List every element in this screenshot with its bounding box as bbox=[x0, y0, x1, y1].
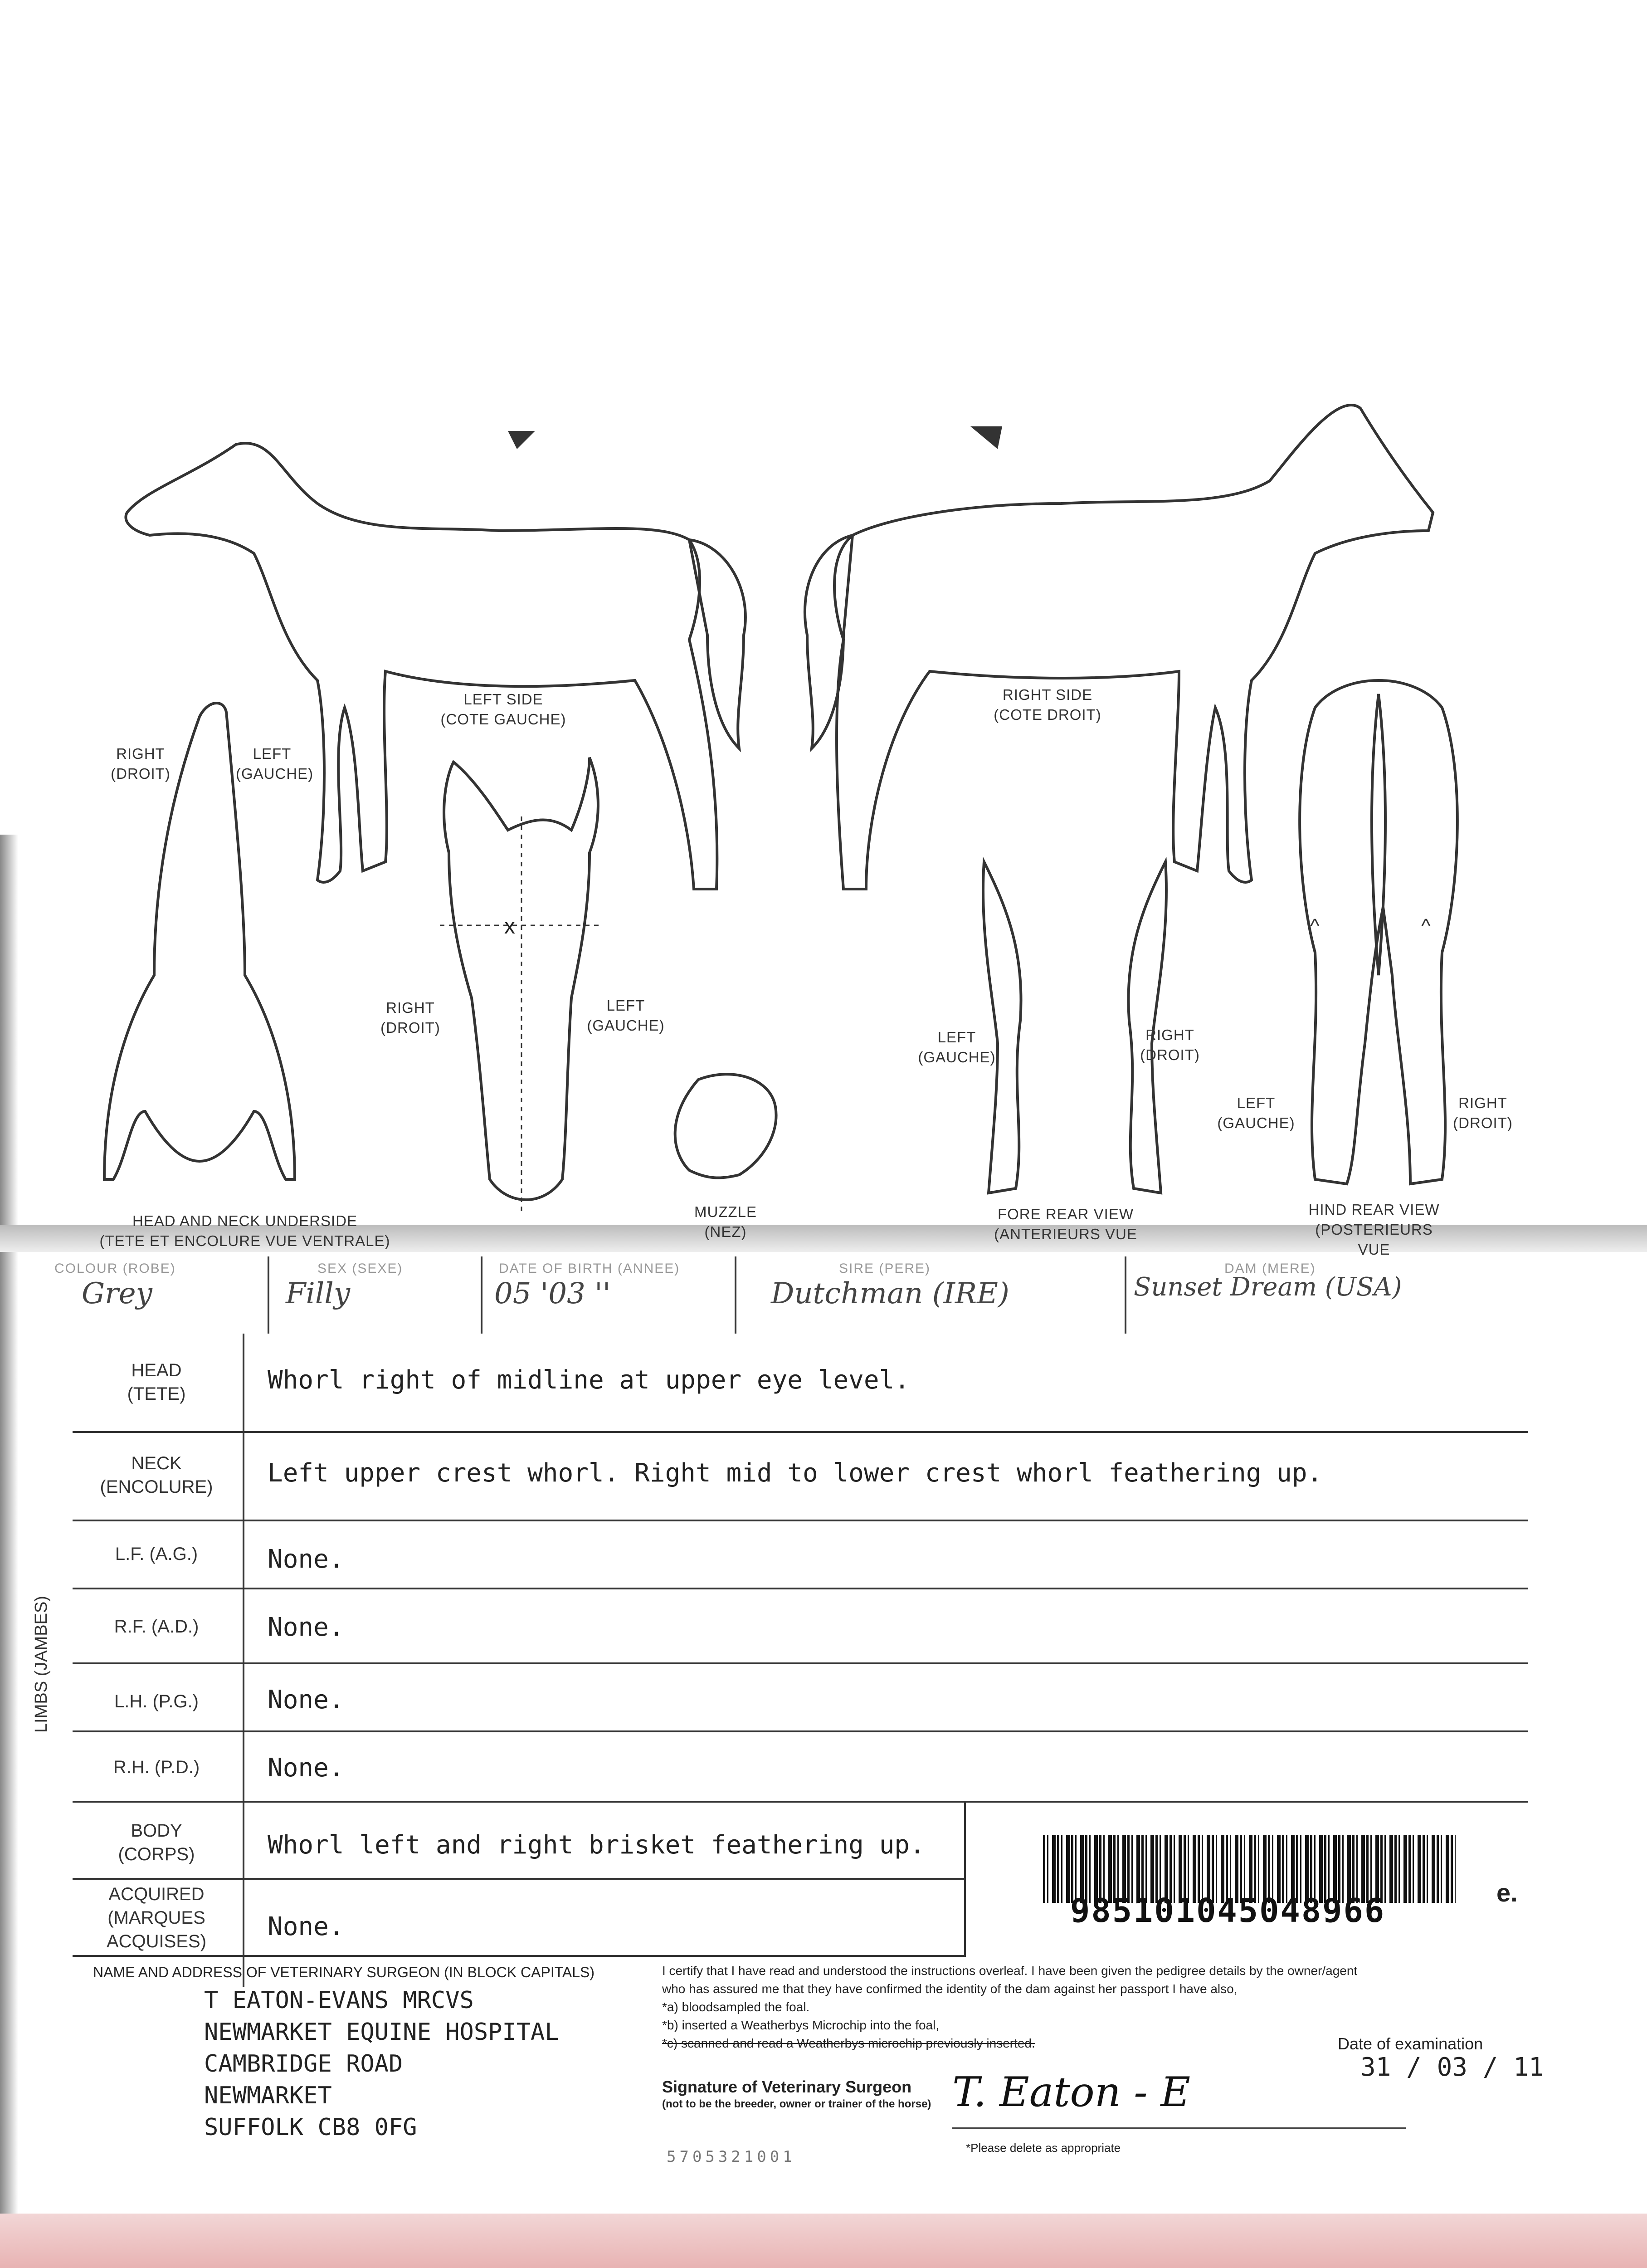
label-fore-rear-view: FORE REAR VIEW (ANTERIEURS VUE bbox=[994, 1206, 1137, 1242]
row-divider bbox=[73, 1520, 1528, 1521]
certify-line: I certify that I have read and understood the instructions overleaf. I have been given the pedigree details by the owner/agent bbox=[662, 1964, 1358, 1978]
marker-triangle-left bbox=[508, 431, 535, 449]
certify-option-c: *c) scanned and read a Weatherbys microchip previously inserted. bbox=[662, 2036, 1035, 2050]
row-divider bbox=[73, 1588, 1528, 1589]
svg-text:x: x bbox=[504, 914, 515, 938]
dob-col-label: DATE OF BIRTH (ANNEE) bbox=[499, 1261, 680, 1276]
row-divider bbox=[73, 1662, 1528, 1664]
vet-address-line: NEWMARKET EQUINE HOSPITAL bbox=[204, 2019, 559, 2046]
label-left-side: LEFT SIDE (COTE GAUCHE) bbox=[440, 691, 566, 728]
label-hind-rear-view: HIND REAR VIEW (POSTERIEURS VUE bbox=[1308, 1201, 1440, 1258]
row-label: ACQUIRED (MARQUES ACQUISES) bbox=[106, 1884, 207, 1951]
label-fore-right: RIGHT (DROIT) bbox=[1140, 1026, 1200, 1063]
body-right-border bbox=[964, 1801, 966, 1957]
row-label: L.F. (A.G.) bbox=[115, 1544, 198, 1564]
barcode-suffix: e. bbox=[1496, 1878, 1518, 1907]
dam-col-label: DAM (MERE) bbox=[1224, 1261, 1316, 1276]
vet-address-line: CAMBRIDGE ROAD bbox=[204, 2050, 403, 2077]
vet-signature: T. Eaton - E bbox=[952, 2068, 1191, 2116]
horse-left-side-outline bbox=[126, 443, 745, 889]
row-divider bbox=[73, 1878, 966, 1880]
vet-address bbox=[204, 1984, 559, 2143]
label-head-left: LEFT (GAUCHE) bbox=[587, 997, 665, 1034]
header-divider-4 bbox=[1125, 1256, 1126, 1334]
barcode-number: 985101045048966 bbox=[1070, 1892, 1386, 1930]
colour-value: Grey bbox=[82, 1277, 152, 1310]
label-head-right: RIGHT (DROIT) bbox=[380, 999, 440, 1036]
row-divider bbox=[73, 1730, 1528, 1732]
label-fore-left: LEFT (GAUCHE) bbox=[918, 1029, 996, 1066]
certify-line: who has assured me that they have confirmed the identity of the dam against her passport I have also, bbox=[662, 1982, 1238, 1996]
label-hind-right: RIGHT (DROIT) bbox=[1453, 1095, 1513, 1131]
signature-line bbox=[952, 2127, 1406, 2129]
certify-option-b: *b) inserted a Weatherbys Microchip into the foal, bbox=[662, 2018, 940, 2032]
stamp-number: 5705321001 bbox=[667, 2148, 796, 2166]
colour-col-label: COLOUR (ROBE) bbox=[54, 1261, 176, 1276]
delete-note: *Please delete as appropriate bbox=[966, 2141, 1121, 2155]
date-value: 31 / 03 / 11 bbox=[1360, 2053, 1544, 2082]
row-label: R.F. (A.D.) bbox=[114, 1617, 199, 1637]
label-hind-left: LEFT (GAUCHE) bbox=[1217, 1095, 1295, 1131]
row-text: Whorl right of midline at upper eye level. bbox=[268, 1365, 910, 1395]
header-divider-1 bbox=[268, 1256, 269, 1334]
muzzle-outline bbox=[675, 1074, 776, 1178]
hind-mark-right: ^ bbox=[1421, 915, 1431, 937]
vet-address-line: NEWMARKET bbox=[204, 2082, 332, 2109]
dam-value: Sunset Dream (USA) bbox=[1134, 1272, 1402, 1302]
limbs-label: LIMBS (JAMBES) bbox=[32, 1596, 51, 1733]
row-text: Whorl left and right brisket feathering up. bbox=[268, 1830, 925, 1860]
hind-mark-left: ^ bbox=[1310, 915, 1320, 937]
vet-address-line: T EATON-EVANS MRCVS bbox=[204, 1987, 474, 2014]
marker-triangle-right bbox=[970, 426, 1002, 449]
row-label: R.H. (P.D.) bbox=[113, 1757, 200, 1777]
row-label: L.H. (P.G.) bbox=[114, 1691, 199, 1711]
row-label: HEAD (TETE) bbox=[127, 1360, 186, 1404]
row-text: None. bbox=[268, 1613, 344, 1642]
row-text: None. bbox=[268, 1545, 344, 1574]
sire-col-label: SIRE (PERE) bbox=[839, 1261, 931, 1276]
certify-option-a: *a) bloodsampled the foal. bbox=[662, 2000, 810, 2014]
signature-label: Signature of Veterinary Surgeon bbox=[662, 2077, 912, 2096]
vet-heading: NAME AND ADDRESS OF VETERINARY SURGEON (IN BLOCK CAPITALS) bbox=[93, 1964, 595, 1980]
sire-value: Dutchman (IRE) bbox=[771, 1277, 1009, 1310]
dob-value: 05 '03 '' bbox=[494, 1277, 611, 1310]
date-label: Date of examination bbox=[1338, 2034, 1483, 2053]
head-front-outline bbox=[440, 758, 603, 1216]
row-text: None. bbox=[268, 1753, 344, 1783]
row-text: Left upper crest whorl. Right mid to lower crest whorl feathering up. bbox=[268, 1458, 1323, 1488]
label-neck-right: RIGHT (DROIT) bbox=[111, 745, 171, 782]
label-neck-left: LEFT (GAUCHE) bbox=[236, 745, 314, 782]
header-divider-2 bbox=[481, 1256, 482, 1334]
row-divider bbox=[73, 1801, 1528, 1803]
sex-value: Filly bbox=[286, 1277, 350, 1310]
label-muzzle: MUZZLE (NEZ) bbox=[694, 1203, 757, 1240]
row-divider bbox=[73, 1955, 966, 1957]
row-label: NECK (ENCOLURE) bbox=[100, 1453, 213, 1497]
header-divider-3 bbox=[735, 1256, 736, 1334]
label-right-side: RIGHT SIDE (COTE DROIT) bbox=[994, 686, 1101, 723]
vet-address-line: SUFFOLK CB8 0FG bbox=[204, 2114, 417, 2141]
bottom-pink-band bbox=[0, 2214, 1647, 2268]
signature-note: (not to be the breeder, owner or trainer of the horse) bbox=[662, 2098, 931, 2110]
sex-col-label: SEX (SEXE) bbox=[317, 1261, 403, 1276]
row-label: BODY (CORPS) bbox=[118, 1821, 195, 1864]
horse-right-side-outline bbox=[805, 405, 1433, 889]
row-divider bbox=[73, 1431, 1528, 1433]
label-head-neck-underside: HEAD AND NECK UNDERSIDE (TETE ET ENCOLURE VUE VENTRALE) bbox=[99, 1212, 390, 1249]
row-text: None. bbox=[268, 1685, 344, 1715]
row-text: None. bbox=[268, 1912, 344, 1941]
